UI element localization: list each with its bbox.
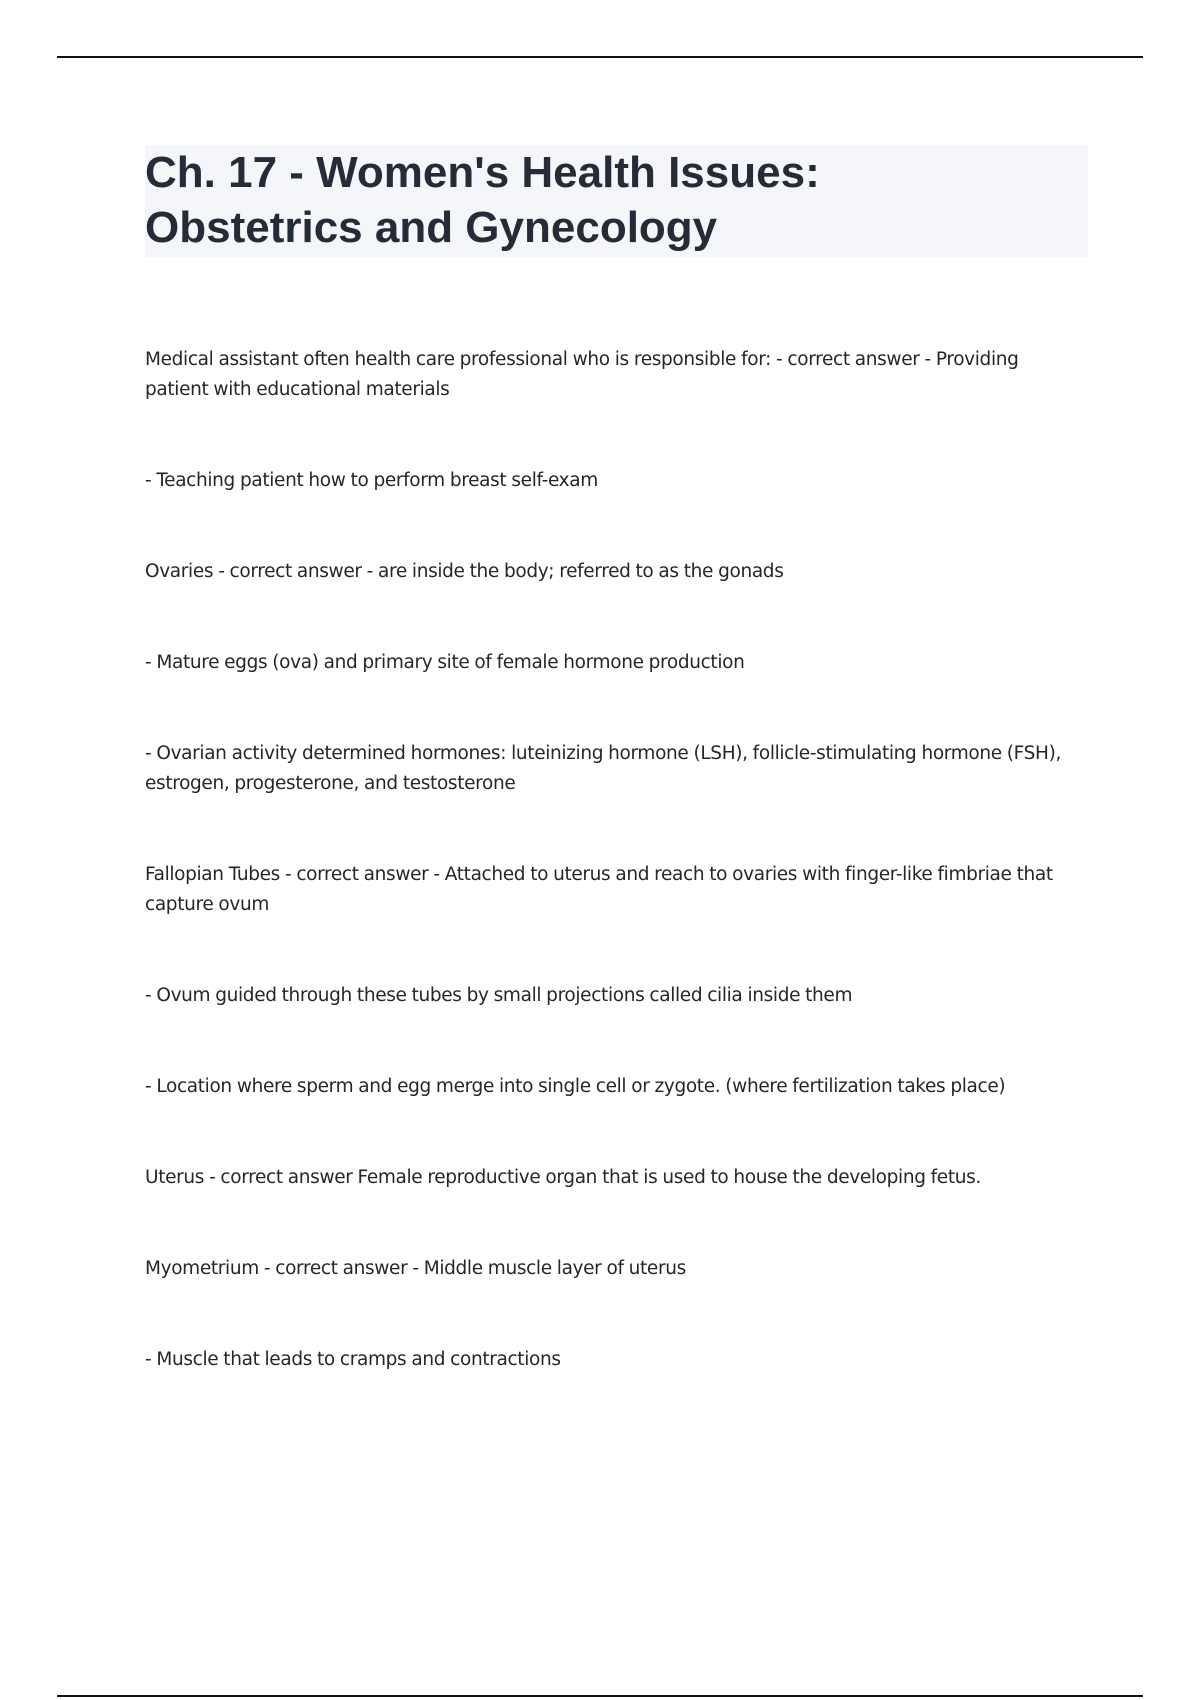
entry-medical-assistant: Medical assistant often health care professional who is responsible for: - correct answer - Providing patient with educational materials xyxy=(145,349,1019,400)
entry-fallopian-tubes: Fallopian Tubes - correct answer - Attached to uterus and reach to ovaries with finger-like fimbriae that capture ovum xyxy=(145,864,1053,915)
entry-ovarian-hormones: - Ovarian activity determined hormones: luteinizing hormone (LSH), follicle-stimulating hormone (FSH), estrogen, progesterone, and testosterone xyxy=(145,743,1061,794)
title-line-1: Ch. 17 - Women's Health Issues: xyxy=(145,148,820,197)
entry-ovaries: Ovaries - correct answer - are inside the body; referred to as the gonads xyxy=(145,561,784,582)
entry-cilia: - Ovum guided through these tubes by small projections called cilia inside them xyxy=(145,985,853,1006)
title-line-2: Obstetrics and Gynecology xyxy=(145,203,718,252)
entry-uterus: Uterus - correct answer Female reproductive organ that is used to house the developing fetus. xyxy=(145,1167,981,1188)
footer-rule xyxy=(57,1695,1143,1697)
entry-mature-eggs: - Mature eggs (ova) and primary site of female hormone production xyxy=(145,652,745,673)
header-rule xyxy=(57,56,1143,58)
title-block xyxy=(145,145,1088,257)
document-body xyxy=(145,345,1085,1375)
entry-cramps: - Muscle that leads to cramps and contractions xyxy=(145,1349,561,1370)
entry-breast-self-exam: - Teaching patient how to perform breast self-exam xyxy=(145,470,598,491)
page-title xyxy=(145,145,1088,255)
entry-myometrium: Myometrium - correct answer - Middle muscle layer of uterus xyxy=(145,1258,686,1279)
entry-fertilization: - Location where sperm and egg merge into single cell or zygote. (where fertilization takes place) xyxy=(145,1076,1006,1097)
